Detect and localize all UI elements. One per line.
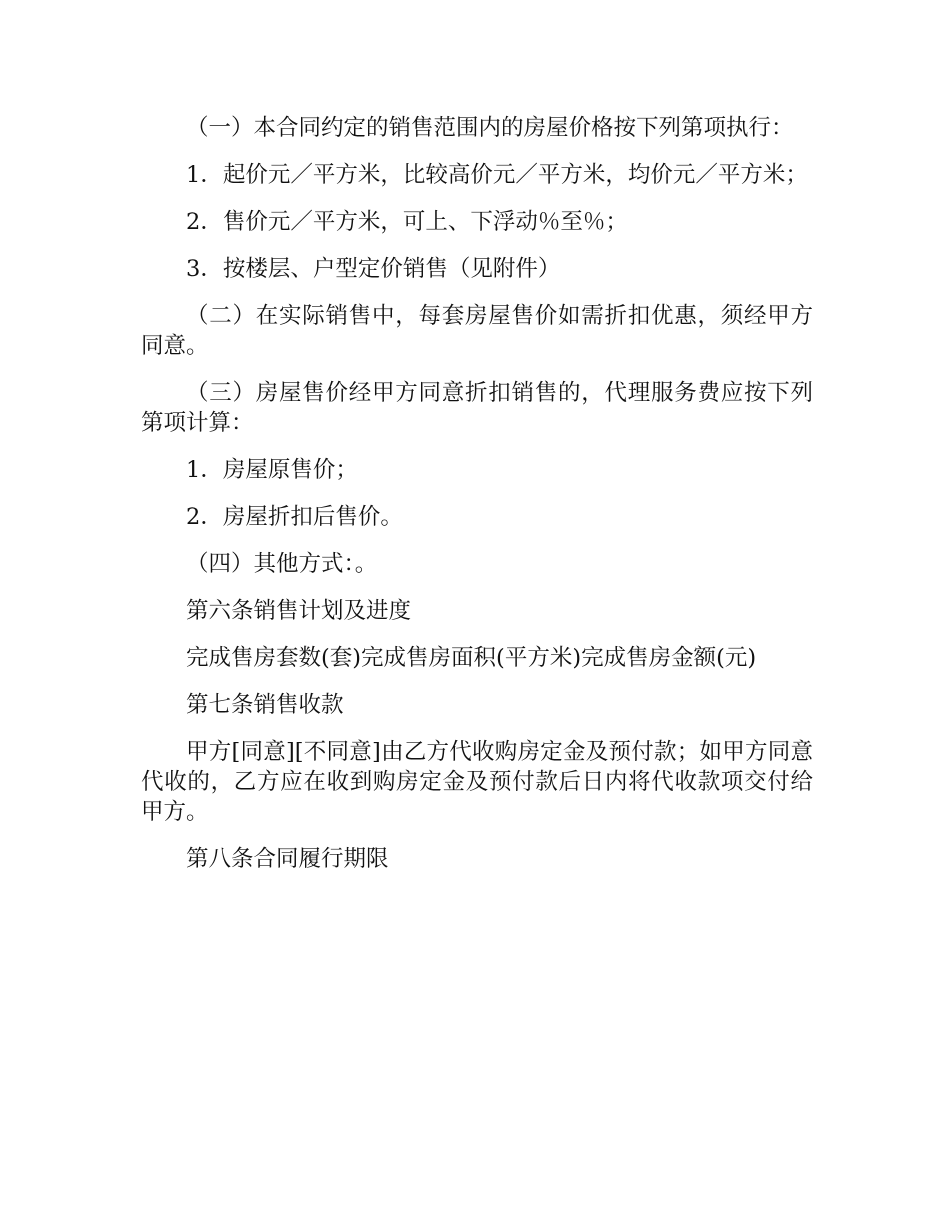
paragraph-fee-item-2: 2．房屋折扣后售价。 — [186, 504, 403, 530]
paragraph-fee-item-1: 1．房屋原售价； — [186, 457, 358, 483]
paragraph-discount-clause: （二）在实际销售中，每套房屋售价如需折扣优惠，须经甲方同意。 — [141, 303, 813, 359]
heading-article-8: 第八条合同履行期限 — [186, 846, 389, 872]
paragraph-price-item-2: 2．售价元／平方米，可上、下浮动％至％； — [186, 209, 628, 235]
paragraph-price-clause-1: （一）本合同约定的销售范围内的房屋价格按下列第项执行： — [186, 115, 794, 141]
document-body — [141, 113, 813, 891]
heading-article-7: 第七条销售收款 — [186, 692, 344, 718]
paragraph-sales-plan: 完成售房套数(套)完成售房面积(平方米)完成售房金额(元) — [186, 645, 757, 671]
paragraph-price-item-3: 3．按楼层、户型定价销售（见附件） — [186, 256, 561, 282]
paragraph-fee-clause: （三）房屋售价经甲方同意折扣销售的，代理服务费应按下列第项计算： — [141, 380, 813, 436]
heading-article-6: 第六条销售计划及进度 — [186, 598, 412, 624]
paragraph-other-methods: （四）其他方式：。 — [186, 551, 378, 577]
paragraph-price-item-1: 1．起价元／平方米，比较高价元／平方米，均价元／平方米； — [186, 162, 808, 188]
paragraph-collection: 甲方[同意][不同意]由乙方代收购房定金及预付款；如甲方同意代收的，乙方应在收到购房定金及预付款后日内将代收款项交付给甲方。 — [141, 739, 813, 825]
